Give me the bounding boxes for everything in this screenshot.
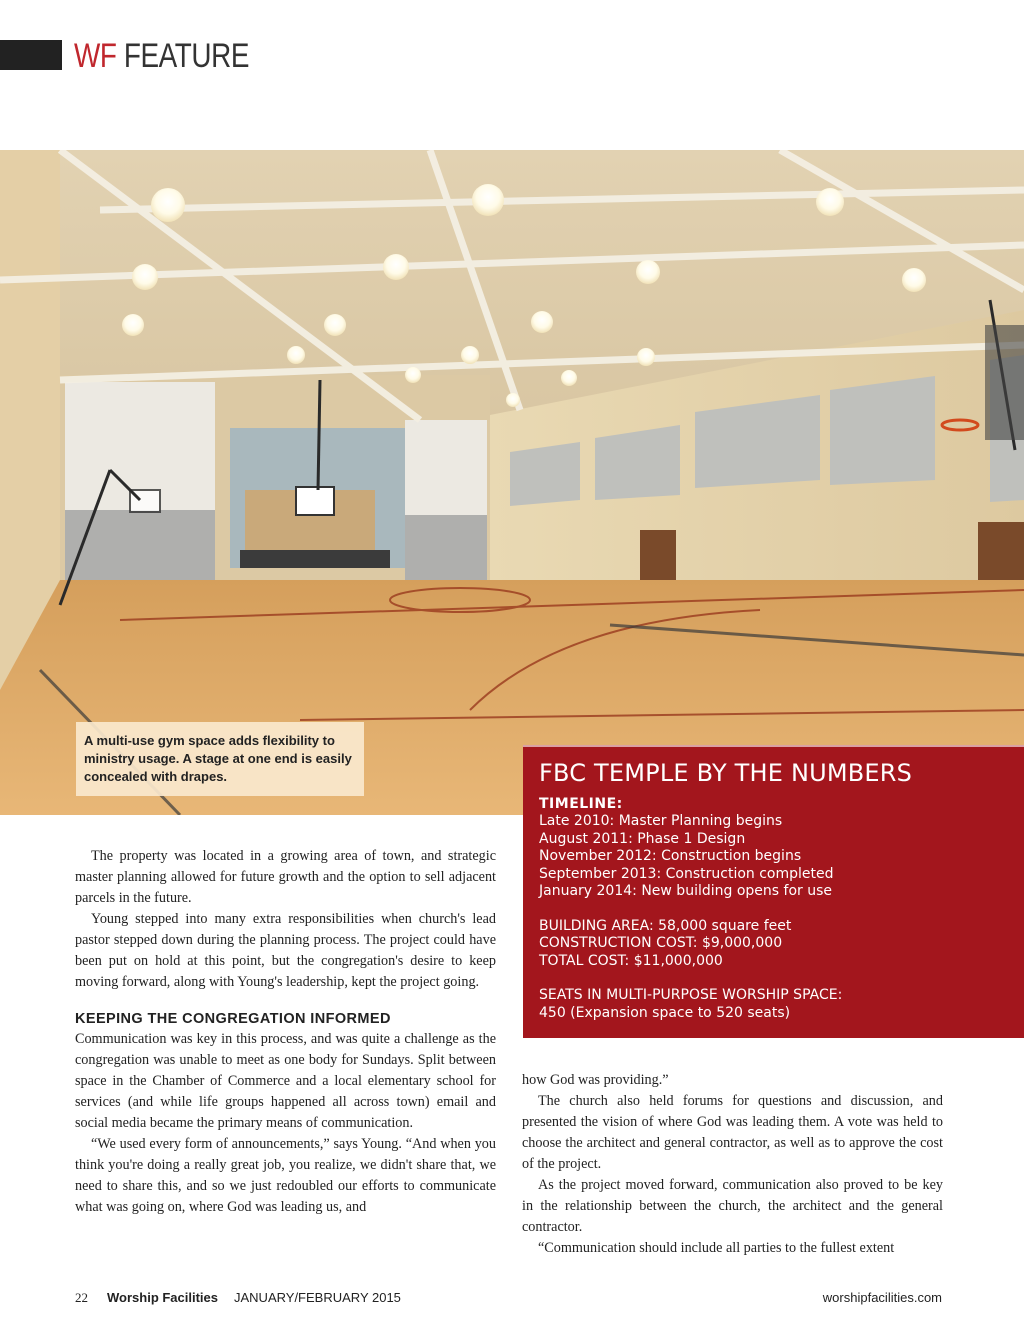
photo-caption: A multi-use gym space adds flexibility to ministry usage. A stage at one end is easily concealed with drapes. [76,722,364,796]
seats-label: SEATS IN MULTI-PURPOSE WORSHIP SPACE: [539,987,843,1003]
gym-photo [0,150,1024,815]
issue-date: JANUARY/FEBRUARY 2015 [234,1290,401,1305]
total-cost: TOTAL COST: $11,000,000 [539,952,723,969]
gym-illustration [0,150,1024,815]
timeline-item: September 2013: Construction completed [539,865,834,882]
section-header [74,36,249,76]
paragraph: As the project moved forward, communication also proved to be key in the relationship between the church, the architect and the general contractor. [522,1177,943,1235]
sidebar-title: FBC TEMPLE BY THE NUMBERS [539,759,913,787]
timeline-item: August 2011: Phase 1 Design [539,830,746,847]
timeline-item: November 2012: Construction begins [539,848,802,864]
building-area: BUILDING AREA: 58,000 square feet [539,917,792,934]
seats-value: 450 (Expansion space to 520 seats) [539,1004,791,1021]
page-footer [75,1290,942,1310]
timeline-item: January 2014: New building opens for use [539,883,832,899]
paragraph: how God was providing.” [522,1072,669,1088]
paragraph: “We used every form of announcements,” says Young. “And when you think you're doing a really great job, you realize, we didn't share that, we need to share this, and so we just redoubled our efforts to communicate what was going on, where God was leading us, and [75,1136,496,1215]
magazine-name: Worship Facilities [107,1290,219,1305]
page-number: 22 [75,1290,88,1305]
sidebar-by-the-numbers [523,745,1024,1038]
paragraph: Young stepped into many extra responsibilities when church's lead pastor stepped down during the planning process. The project could have been put on hold at this point, but the congregation's desire to keep moving forward, along with Young's leadership, kept the project going. [75,911,496,990]
header-bar [0,40,62,70]
paragraph: “Communication should include all parties to the fullest extent [538,1240,895,1256]
website-link[interactable]: worshipfacilities.com [822,1290,942,1305]
timeline-label: TIMELINE: [539,796,623,812]
header-prefix: WF [74,37,117,75]
article-subhead: KEEPING THE CONGREGATION INFORMED [75,1011,391,1027]
paragraph: The church also held forums for questions and discussion, and presented the vision of where God was leading them. A vote was held to choose the architect and general contractor, as well as to approve the cost of the project. [522,1093,943,1172]
paragraph: The property was located in a growing area of town, and strategic master planning allowed for future growth and the option to sell adjacent parcels in the future. [75,848,496,906]
article-column-left [75,846,496,1218]
timeline-item: Late 2010: Master Planning begins [539,813,783,829]
article-column-right [522,1070,943,1259]
header-section: FEATURE [123,37,250,75]
construction-cost: CONSTRUCTION COST: $9,000,000 [539,935,783,951]
paragraph: Communication was key in this process, and was quite a challenge as the congregation was unable to meet as one body for Sundays. Split between space in the Chamber of Commerce and a local elementary school for services (and while life groups happened all across town) email and social media became the primary means of communication. [75,1031,496,1131]
